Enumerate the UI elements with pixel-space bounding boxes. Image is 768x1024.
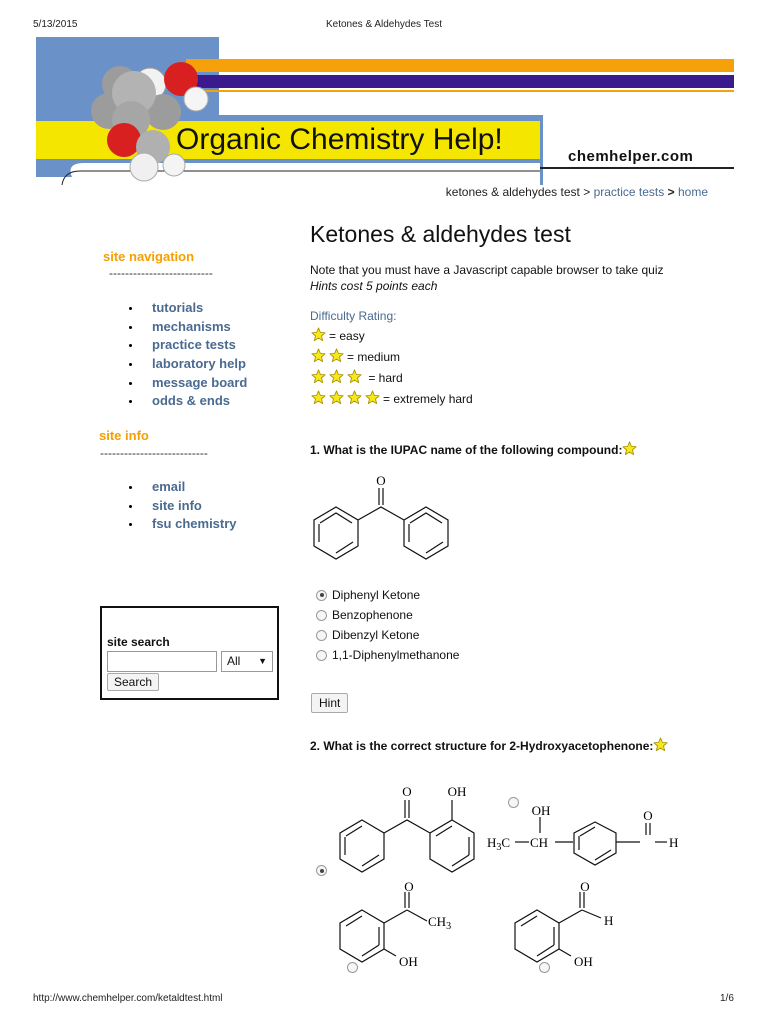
hydroxyl-label: OH <box>399 954 418 969</box>
question-2 <box>310 737 668 755</box>
hydroxyl-label: OH <box>447 784 467 799</box>
benzophenone-structure <box>308 470 458 570</box>
star-icon <box>329 390 344 408</box>
question-1 <box>310 441 637 459</box>
question-1-text: 1. What is the IUPAC name of the following compound: <box>310 443 623 457</box>
difficulty-legend <box>311 325 473 409</box>
hint-button[interactable]: Hint <box>311 693 348 713</box>
browser-note: Note that you must have a Javascript capable browser to take quiz <box>310 263 664 277</box>
breadcrumb-sep: > <box>667 185 675 199</box>
nav-item-odds-ends[interactable]: • odds & ends <box>142 392 247 411</box>
nav-item-laboratory-help[interactable]: • laboratory help <box>142 355 247 374</box>
question-1-options <box>316 585 459 665</box>
print-title: Ketones & Aldehydes Test <box>325 19 442 30</box>
breadcrumb-practice-tests-link[interactable]: practice tests <box>593 185 665 199</box>
nav-divider: -------------------------- <box>109 266 213 280</box>
carbonyl-o-label: O <box>643 808 653 823</box>
site-info-heading: site info <box>99 428 149 443</box>
difficulty-row <box>311 367 473 388</box>
difficulty-row <box>311 388 473 409</box>
site-navigation-list <box>122 299 247 411</box>
chevron-down-icon: ▼ <box>258 656 267 666</box>
site-search-box <box>100 606 279 700</box>
search-scope-select[interactable] <box>221 651 273 672</box>
star-icon <box>347 369 362 387</box>
page-title: Ketones & aldehydes test <box>310 221 571 247</box>
q1-option-label: Diphenyl Ketone <box>332 588 421 602</box>
q1-option[interactable] <box>316 645 459 665</box>
carbonyl-o-label: O <box>376 473 386 488</box>
q2-structure-a <box>330 780 490 880</box>
site-search-input[interactable] <box>107 651 217 672</box>
question-2-text: 2. What is the correct structure for 2-Hydroxyacetophenone: <box>310 739 654 753</box>
print-url: http://www.chemhelper.com/ketaldtest.html <box>33 993 223 1004</box>
hints-note: Hints cost 5 points each <box>310 279 438 293</box>
difficulty-label: = hard <box>365 370 403 385</box>
q1-option-label: Benzophenone <box>332 608 413 622</box>
q1-option[interactable] <box>316 625 459 645</box>
q1-option[interactable] <box>316 585 459 605</box>
methyl-label: H3C <box>487 835 511 853</box>
info-item-site-info[interactable]: • site info <box>142 497 237 516</box>
ch-label: CH <box>530 835 549 850</box>
site-info-list <box>122 478 237 534</box>
search-button[interactable]: Search <box>107 673 159 691</box>
difficulty-heading: Difficulty Rating: <box>310 309 397 323</box>
star-icon <box>653 737 668 755</box>
q2-radio-a[interactable] <box>316 865 327 876</box>
nav-item-mechanisms[interactable]: • mechanisms <box>142 318 247 337</box>
carbonyl-o-label: O <box>402 784 412 799</box>
q1-radio[interactable] <box>316 590 327 601</box>
nav-item-practice-tests[interactable]: • practice tests <box>142 336 247 355</box>
difficulty-label: = medium <box>347 349 401 364</box>
hydroxyl-label: OH <box>574 954 593 969</box>
q2-structure-b <box>485 803 695 873</box>
site-navigation-heading: site navigation <box>103 249 195 264</box>
q1-option[interactable] <box>316 605 459 625</box>
star-icon <box>311 348 326 366</box>
star-icon <box>347 390 362 408</box>
nav-item-tutorials[interactable]: • tutorials <box>142 299 247 318</box>
info-item-fsu-chemistry[interactable]: • fsu chemistry <box>142 515 237 534</box>
q1-option-label: Dibenzyl Ketone <box>332 628 420 642</box>
difficulty-label: = extremely hard <box>383 391 473 406</box>
star-icon <box>365 390 380 408</box>
site-banner <box>36 37 736 187</box>
hydroxyl-label: OH <box>531 803 551 818</box>
site-search-label: site search <box>107 635 170 649</box>
q2-structure-c <box>330 878 470 973</box>
aldehyde-h-label: H <box>604 913 614 928</box>
star-icon <box>311 390 326 408</box>
search-scope-value: All <box>227 654 241 668</box>
carbonyl-o-label: O <box>580 879 590 894</box>
info-item-email[interactable]: • email <box>142 478 237 497</box>
q1-radio[interactable] <box>316 610 327 621</box>
carbonyl-o-label: O <box>404 879 414 894</box>
star-icon <box>311 369 326 387</box>
methyl-label: CH3 <box>428 914 452 932</box>
breadcrumb <box>300 185 708 199</box>
q2-structure-d <box>505 878 635 973</box>
banner-title: Organic Chemistry Help! <box>176 123 503 156</box>
star-icon <box>329 369 344 387</box>
q1-radio[interactable] <box>316 650 327 661</box>
nav-item-message-board[interactable]: • message board <box>142 374 247 393</box>
breadcrumb-sep: > <box>583 185 591 199</box>
info-divider: --------------------------- <box>100 446 208 460</box>
aldehyde-h-label: H <box>669 835 679 850</box>
star-icon <box>622 441 637 459</box>
star-icon <box>329 348 344 366</box>
q1-radio[interactable] <box>316 630 327 641</box>
difficulty-row <box>311 346 473 367</box>
difficulty-label: = easy <box>329 328 365 343</box>
print-date: 5/13/2015 <box>33 19 78 30</box>
difficulty-row <box>311 325 473 346</box>
breadcrumb-current: ketones & aldehydes test <box>445 185 580 199</box>
q1-option-label: 1,1-Diphenylmethanone <box>332 648 460 662</box>
star-icon <box>311 327 326 345</box>
banner-domain: chemhelper.com <box>568 148 694 165</box>
breadcrumb-home-link[interactable]: home <box>677 185 708 199</box>
print-page-number: 1/6 <box>720 993 734 1004</box>
